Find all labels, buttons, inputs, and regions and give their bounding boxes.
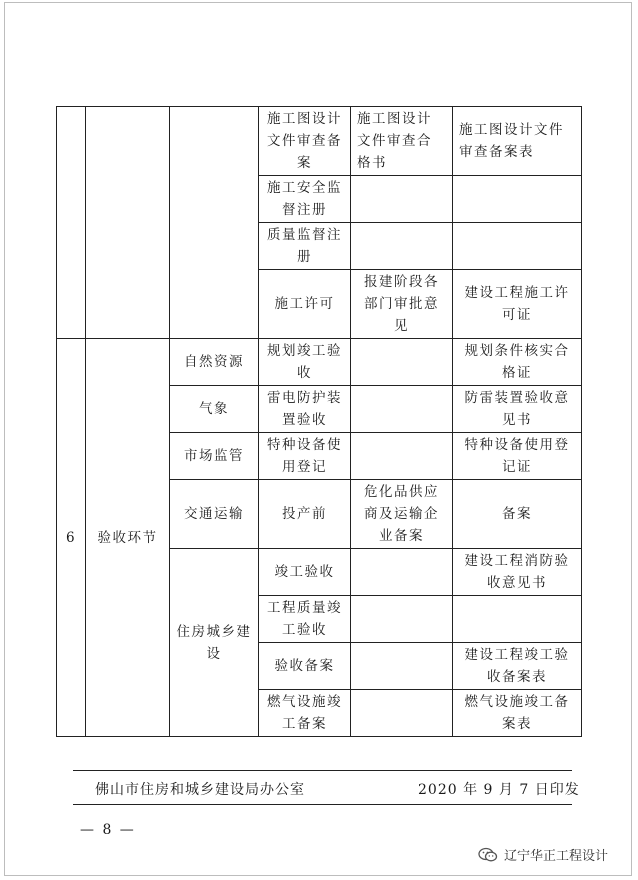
material-cell xyxy=(351,549,453,596)
result-cell: 建设工程竣工验收备案表 xyxy=(453,643,582,690)
watermark-text: 辽宁华正工程设计 xyxy=(504,849,609,864)
item-cell: 验收备案 xyxy=(259,643,351,690)
item-cell: 工程质量竣工验收 xyxy=(259,596,351,643)
department-cell: 住房城乡建设 xyxy=(170,549,259,737)
result-cell xyxy=(453,596,582,643)
stage-cell: 验收环节 xyxy=(86,339,170,737)
item-cell: 施工许可 xyxy=(259,270,351,339)
item-cell: 投产前 xyxy=(259,480,351,549)
material-cell xyxy=(351,596,453,643)
stage-cell xyxy=(86,107,170,339)
department-cell: 自然资源 xyxy=(170,339,259,386)
material-cell xyxy=(351,643,453,690)
item-cell: 施工安全监督注册 xyxy=(259,176,351,223)
result-cell: 燃气设施竣工备案表 xyxy=(453,690,582,737)
department-cell: 气象 xyxy=(170,386,259,433)
result-cell xyxy=(453,176,582,223)
result-cell: 建设工程消防验收意见书 xyxy=(453,549,582,596)
issue-date: 2020 年 9 月 7 日印发 xyxy=(418,782,580,798)
item-cell: 竣工验收 xyxy=(259,549,351,596)
result-cell: 建设工程施工许可证 xyxy=(453,270,582,339)
material-cell xyxy=(351,386,453,433)
material-cell: 危化品供应商及运输企业备案 xyxy=(351,480,453,549)
department-cell: 交通运输 xyxy=(170,480,259,549)
footer-bottom-rule xyxy=(73,804,572,805)
number-cell xyxy=(57,107,86,339)
result-cell: 特种设备使用登记证 xyxy=(453,433,582,480)
result-cell: 备案 xyxy=(453,480,582,549)
result-cell xyxy=(453,223,582,270)
table-row xyxy=(57,339,582,386)
material-cell: 报建阶段各部门审批意见 xyxy=(351,270,453,339)
material-cell xyxy=(351,176,453,223)
item-cell: 规划竣工验收 xyxy=(259,339,351,386)
material-cell xyxy=(351,223,453,270)
material-cell xyxy=(351,433,453,480)
wechat-icon xyxy=(478,847,498,863)
item-cell: 特种设备使用登记 xyxy=(259,433,351,480)
watermark xyxy=(478,845,608,864)
number-cell: 6 xyxy=(57,339,86,737)
footer-top-rule xyxy=(73,770,572,771)
material-cell xyxy=(351,690,453,737)
item-cell: 雷电防护装置验收 xyxy=(259,386,351,433)
result-cell: 施工图设计文件审查备案表 xyxy=(453,107,582,176)
item-cell: 施工图设计文件审查备案 xyxy=(259,107,351,176)
item-cell: 燃气设施竣工备案 xyxy=(259,690,351,737)
result-cell: 防雷装置验收意见书 xyxy=(453,386,582,433)
approval-table xyxy=(56,106,582,737)
department-cell xyxy=(170,107,259,339)
item-cell: 质量监督注册 xyxy=(259,223,351,270)
department-cell: 市场监管 xyxy=(170,433,259,480)
material-cell: 施工图设计文件审查合格书 xyxy=(351,107,453,176)
material-cell xyxy=(351,339,453,386)
table-row xyxy=(57,107,582,176)
result-cell: 规划条件核实合格证 xyxy=(453,339,582,386)
page-number: — 8 — xyxy=(80,822,136,838)
issuing-office: 佛山市住房和城乡建设局办公室 xyxy=(95,782,305,798)
